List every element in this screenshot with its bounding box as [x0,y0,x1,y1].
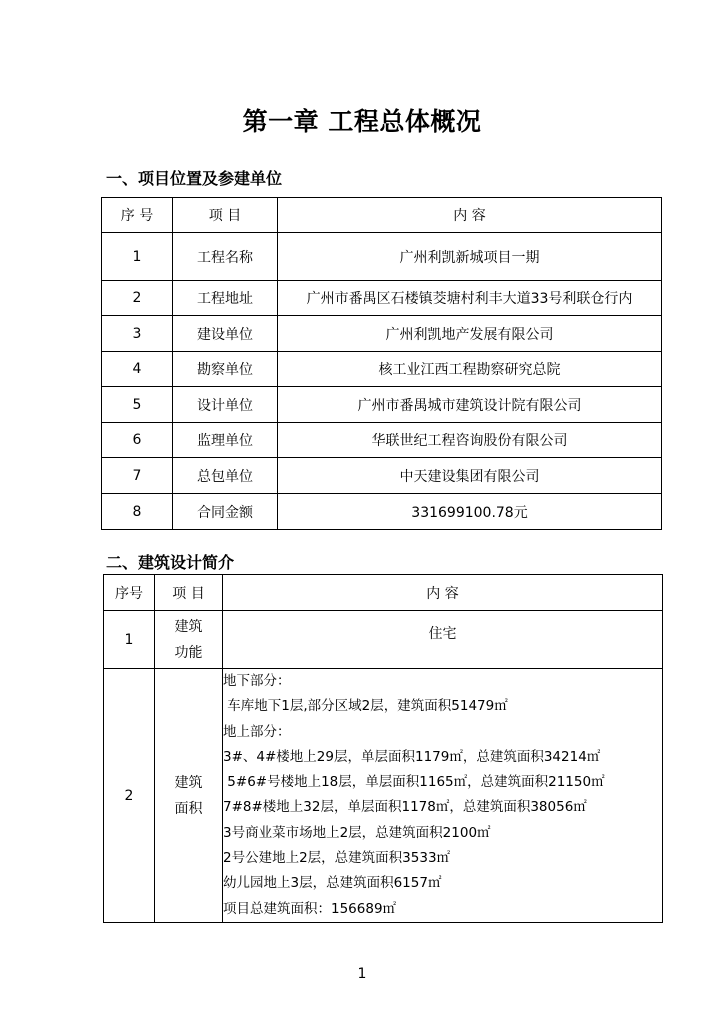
cell-item-line: 建筑 [174,618,203,635]
table-row [102,458,662,494]
cell-item: 工程名称 [173,233,278,281]
cell-content: 核工业江西工程勘察研究总院 [278,352,662,387]
cell-no: 2 [104,669,155,923]
area-line: 地上部分： [223,723,291,740]
cell-content: 住宅 [223,611,663,669]
cell-content: 广州利凯地产发展有限公司 [278,316,662,352]
cell-content: 广州市番禺城市建筑设计院有限公司 [278,387,662,423]
cell-no: 5 [102,387,173,423]
area-line: 3#、4#楼地上29层，单层面积1179㎡，总建筑面积34214㎡ [223,748,601,765]
cell-no: 4 [102,352,173,387]
table-row [104,669,663,923]
header-no: 序 号 [102,198,173,233]
area-line: 幼儿园地上3层，总建筑面积6157㎡ [223,875,442,892]
area-line: 5#6#号楼地上18层，单层面积1165㎡，总建筑面积21150㎡ [223,774,605,791]
cell-item: 设计单位 [173,387,278,423]
header-content: 内 容 [223,575,663,611]
page-number: 1 [357,966,367,982]
cell-no: 1 [104,611,155,669]
cell-item: 总包单位 [173,458,278,494]
table-row [102,233,662,281]
section-heading-2: 二、建筑设计简介 [106,553,235,572]
area-line: 2号公建地上2层，总建筑面积3533㎡ [223,850,451,867]
table-row [102,387,662,423]
cell-content: 中天建设集团有限公司 [278,458,662,494]
cell-no: 1 [102,233,173,281]
cell-item-line: 功能 [174,644,203,661]
cell-no: 6 [102,423,173,458]
table-header-row [104,575,663,611]
cell-content: 广州利凯新城项目一期 [278,233,662,281]
table-row [102,352,662,387]
building-design-table [103,574,663,923]
page-title: 第一章 工程总体概况 [242,107,482,136]
header-item: 项 目 [155,575,223,611]
cell-no: 3 [102,316,173,352]
area-line: 3号商业菜市场地上2层，总建筑面积2100㎡ [223,824,491,841]
cell-item [155,669,223,923]
cell-no: 2 [102,281,173,316]
area-details [223,669,663,923]
header-no: 序号 [104,575,155,611]
section-heading-1: 一、项目位置及参建单位 [106,169,283,188]
area-line: 车库地下1层,部分区域2层，建筑面积51479㎡ [223,698,508,715]
cell-item-line: 面积 [174,800,203,817]
cell-item-line: 建筑 [174,774,203,791]
header-item: 项 目 [173,198,278,233]
project-units-table [101,197,662,530]
cell-item: 建设单位 [173,316,278,352]
cell-no: 7 [102,458,173,494]
table-row [102,423,662,458]
cell-content: 广州市番禺区石楼镇茭塘村利丰大道33号利联仓行内 [278,281,662,316]
header-content: 内 容 [278,198,662,233]
area-line: 地下部分： [223,673,291,689]
cell-item: 合同金额 [173,494,278,530]
cell-no: 8 [102,494,173,530]
cell-content: 331699100.78元 [278,494,662,530]
table-row [104,611,663,669]
cell-item: 监理单位 [173,423,278,458]
table-row [102,494,662,530]
area-line: 7#8#楼地上32层，单层面积1178㎡，总建筑面积38056㎡ [223,799,587,816]
table-row [102,316,662,352]
table-row [102,281,662,316]
cell-item: 勘察单位 [173,352,278,387]
table-header-row [102,198,662,233]
area-line: 项目总建筑面积：156689㎡ [223,900,397,917]
cell-item [155,611,223,669]
cell-item: 工程地址 [173,281,278,316]
cell-content: 华联世纪工程咨询股份有限公司 [278,423,662,458]
